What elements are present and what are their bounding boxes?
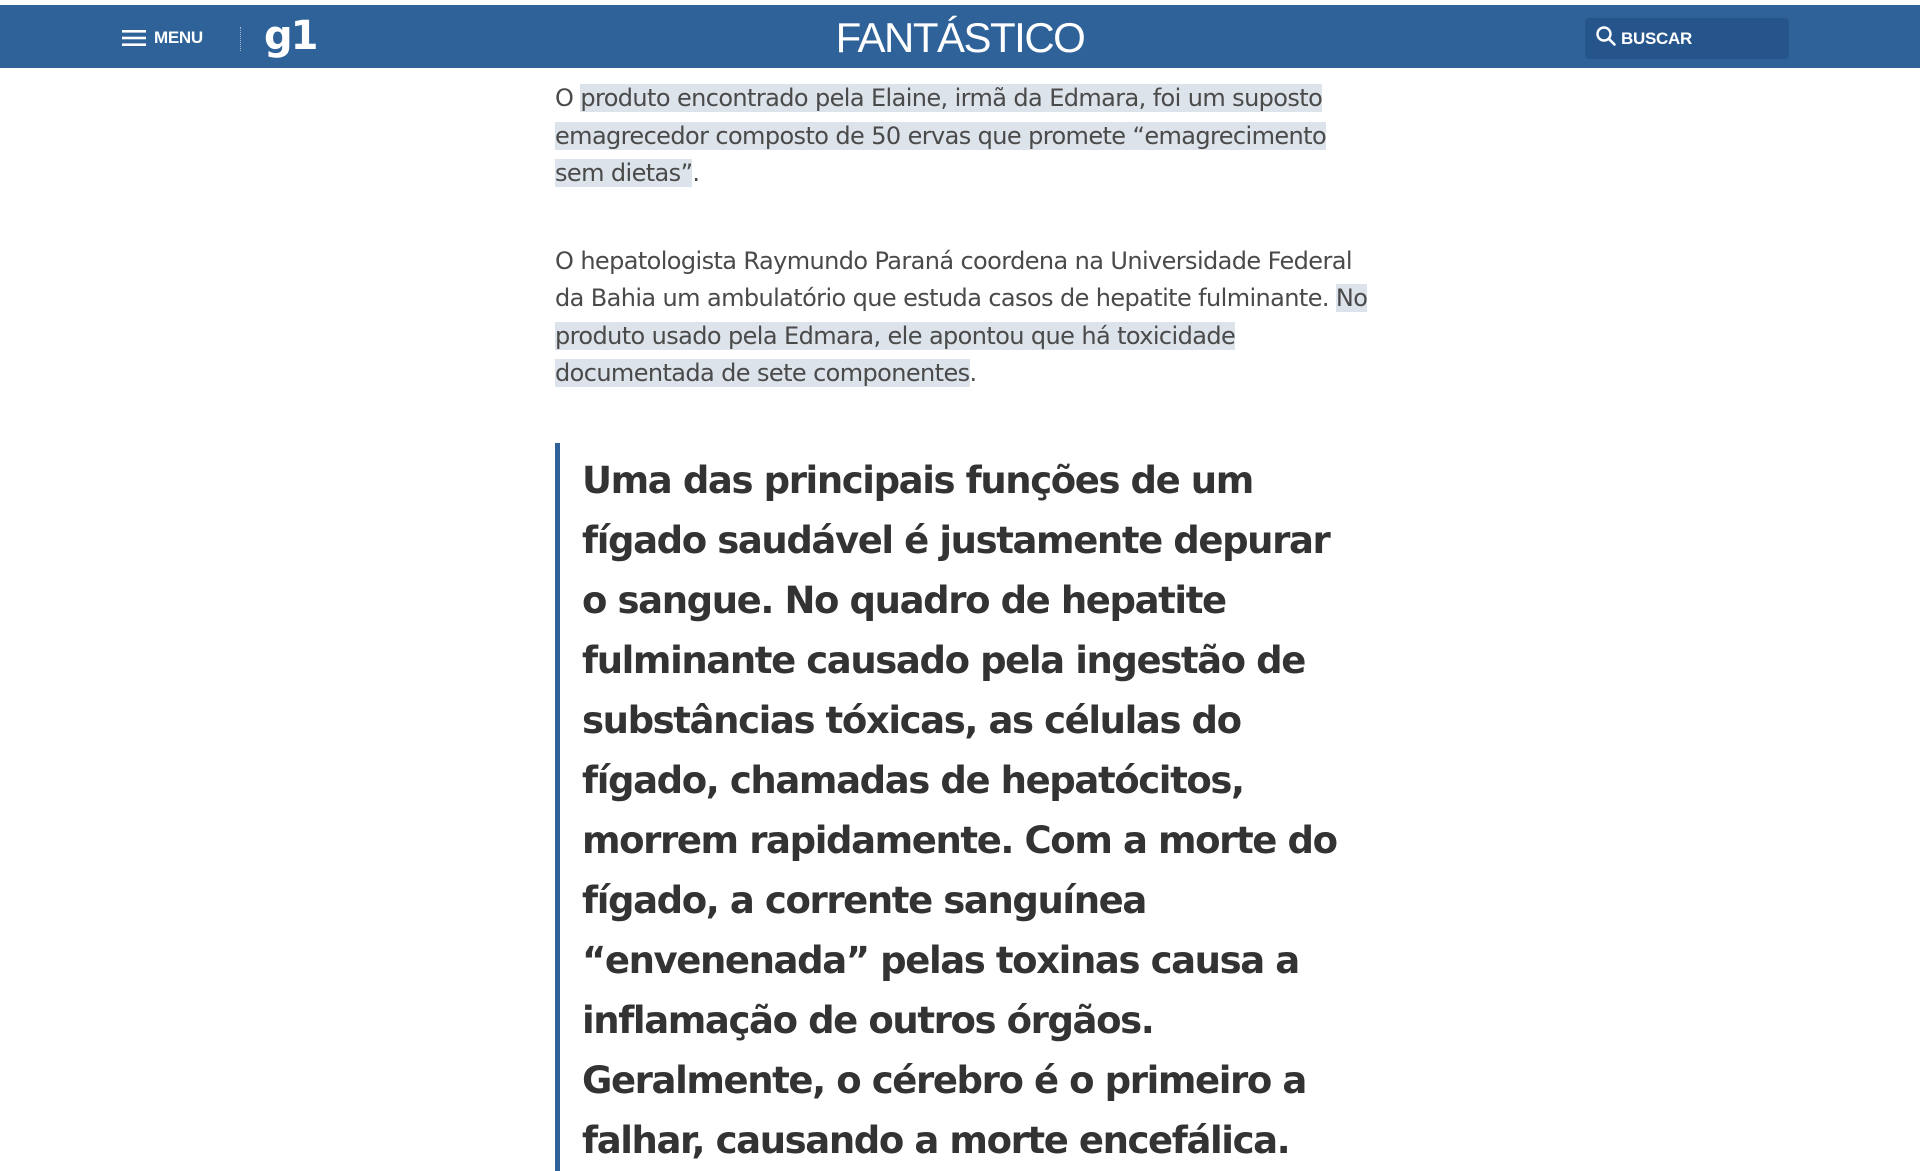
hamburger-icon (122, 29, 146, 47)
menu-label: MENU (154, 28, 203, 47)
header-divider (240, 27, 241, 51)
article-body (555, 80, 1375, 393)
article-paragraph (555, 243, 1375, 393)
pull-quote-text: Uma das principais funções de um fígado saudável é justamente depurar o sangue. No quadro de hepatite fulminante causado pela ingestão de substâncias tóxicas, as células do fígado, chamadas de hepatócitos, morrem rapidamente. Com a morte do fígado, a corrente sanguínea “envenenada” pelas toxinas causa a inflamação de outros órgãos. Geralmente, o cérebro é o primeiro a falhar, causando a morte encefálica. (582, 459, 1337, 1162)
highlighted-text: No produto usado pela Edmara, ele apontou que há toxicidade documentada de sete componentes (555, 284, 1368, 387)
paragraph-lead: O (555, 84, 581, 112)
paragraph-trail: . (969, 359, 977, 387)
highlighted-text: produto encontrado pela Elaine, irmã da Edmara, foi um suposto emagrecedor composto de 50 ervas que promete “emagrecimento sem dietas” (555, 84, 1327, 187)
pull-quote (555, 443, 1360, 1171)
article-paragraph (555, 80, 1375, 193)
site-header (0, 5, 1920, 68)
menu-button[interactable] (122, 23, 203, 53)
g1-logo[interactable]: g1 (264, 13, 317, 59)
program-title[interactable]: FANTÁSTICO (835, 14, 1085, 61)
paragraph-lead: O hepatologista Raymundo Paraná coordena na Universidade Federal da Bahia um ambulatório que estuda casos de hepatite fulminante. (555, 246, 1352, 312)
search-label: BUSCAR (1621, 28, 1692, 48)
search-icon (1595, 25, 1617, 52)
search-button[interactable] (1585, 18, 1789, 59)
paragraph-trail: . (692, 159, 700, 187)
